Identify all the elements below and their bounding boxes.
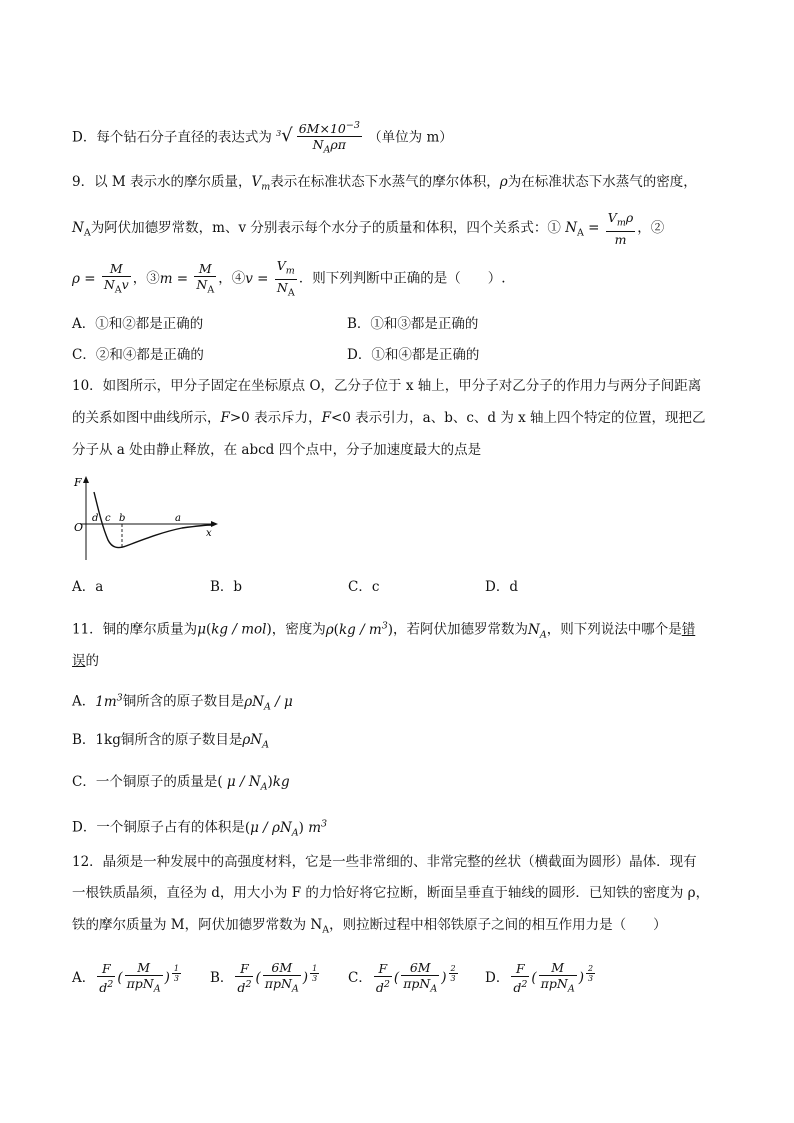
q11-rho: $\rho(kg / m^3)$ bbox=[325, 620, 394, 638]
na-symbol: $N_A$ bbox=[72, 219, 91, 239]
q11-option-d: D．一个铜原子占有的体积是$(\mu / \rho N_A)$ $m^3$ bbox=[72, 818, 328, 839]
q11-option-c: C．一个铜原子的质量是( μ / $N_A)kg$ bbox=[72, 774, 290, 793]
q12-option-a: A． $\frac{F}{d^2}$ ( $\frac{M}{\pi pN_A}$ ) $^{\frac{1}{3}}$ bbox=[72, 960, 179, 996]
q11-na: $N_A$ bbox=[528, 621, 547, 641]
q9-formula-3: m = $\frac{M}{N_A}$ bbox=[159, 260, 215, 296]
q9-option-d: D．①和④都是正确的 bbox=[347, 347, 480, 363]
q12-option-b-label: B． bbox=[210, 969, 234, 986]
q12-line-3: 铁的摩尔质量为 M，阿伏加德罗常数为 $N_A$，则拉断过程中相邻铁原子之间的相互作用力是（ ） bbox=[72, 917, 667, 936]
label-x: x bbox=[206, 528, 212, 539]
q10-text-2c: <0 表示引力，a、b、c、d 为 x 轴上四个特定的位置，现把乙 bbox=[330, 410, 706, 426]
q11-option-a-text: 铜所含的原子数目是 bbox=[122, 693, 245, 710]
q9-line-1 bbox=[72, 172, 697, 198]
q11-option-d-text: D．一个铜原子占有的体积是 bbox=[72, 819, 245, 836]
q10-option-a: A．a bbox=[72, 579, 104, 595]
q10-option-c: C．c bbox=[348, 579, 380, 595]
q9-text-2end: ，② bbox=[637, 219, 665, 236]
q10-option-d: D．d bbox=[485, 579, 518, 595]
q10-line-3: 分子从 a 处由静止释放，在 abcd 四个点中，分子加速度最大的点是 bbox=[72, 442, 482, 458]
q12-text-3b: ，则拉断过程中相邻铁原子之间的相互作用力是（ ） bbox=[329, 917, 667, 933]
f-symbol-2: F bbox=[321, 410, 331, 426]
q12-option-d-label: D． bbox=[485, 969, 510, 986]
q12-option-c: C． $\frac{F}{d^2}$ ( $\frac{6M}{\pi pN_A}$ ) $^{\frac{2}{3}}$ bbox=[348, 960, 456, 996]
label-d: d bbox=[92, 513, 99, 524]
q12-option-b: B． $\frac{F}{d^2}$ ( $\frac{6M}{\pi pN_A}$ ) $^{\frac{1}{3}}$ bbox=[210, 960, 318, 996]
q9-line-2 bbox=[72, 210, 664, 247]
q9-formula-1: $N_A$ = $\frac{V_m\rho}{m}$ bbox=[565, 210, 634, 247]
q11-text-2: 误 bbox=[72, 653, 86, 669]
q12-text-3: 铁的摩尔质量为 M，阿伏加德罗常数为 N bbox=[72, 917, 323, 933]
q9-line-3: ρ = $\frac{M}{N_Av}$ ，③m = $\frac{M}{N_A}$ ，④v = $\frac{V_m}{N_A}$ ．则下列判断中正确的是（ ）. bbox=[72, 258, 506, 298]
q12-option-a-label: A． bbox=[72, 969, 96, 986]
q11-line-2 bbox=[72, 651, 99, 671]
q9-formula-2: ρ = $\frac{M}{N_Av}$ bbox=[72, 260, 129, 296]
q11-text-1b: ，密度为 bbox=[271, 621, 326, 638]
q11-option-a: A．$1m^3$铜所含的原子数目是$\rho N_A$ / μ bbox=[72, 692, 293, 713]
q9-option-a: A．①和②都是正确的 bbox=[72, 316, 204, 332]
q11-option-b-text: 铜所含的原子数目是 bbox=[120, 732, 243, 748]
f-symbol: F bbox=[220, 410, 230, 426]
q11-line-1 bbox=[72, 616, 695, 645]
x-axis-arrow bbox=[211, 521, 218, 527]
q9-text-1c: 为在标准状态下水蒸气的密度， bbox=[507, 174, 697, 190]
rho-symbol: ρ bbox=[499, 174, 508, 190]
q8-unit: （单位为 m） bbox=[368, 129, 453, 146]
q10-text-2a: 的关系如图中曲线所示， bbox=[72, 410, 221, 426]
q9-option-c: C．②和④都是正确的 bbox=[72, 347, 204, 363]
force-curve bbox=[94, 492, 212, 548]
q12-line-1: 12．晶须是一种发展中的高强度材料，它是一些非常细的、非常完整的丝状（横截面为圆形）晶体．现有 bbox=[72, 854, 697, 870]
force-distance-graph bbox=[72, 474, 222, 562]
q9-text-3end: ．则下列判断中正确的是（ ）. bbox=[298, 270, 506, 287]
q11-text-1a: 11．铜的摩尔质量为 bbox=[72, 621, 198, 638]
q10-line-1: 10．如图所示，甲分子固定在坐标原点 O，乙分子位于 x 轴上，甲分子对乙分子的作用力与两分子间距离 bbox=[72, 378, 702, 394]
q12-option-d: D． $\frac{F}{d^2}$ ( $\frac{M}{\pi pN_A}$ ) $^{\frac{2}{3}}$ bbox=[485, 960, 594, 996]
label-f: F bbox=[74, 476, 82, 489]
label-b: b bbox=[119, 513, 126, 524]
q11-option-c-text: C．一个铜原子的质量是 bbox=[72, 774, 218, 790]
q11-text-2b: 的 bbox=[85, 653, 99, 669]
q9-text-2: 为阿伏加德罗常数，m、v 分别表示每个水分子的质量和体积，四个关系式：① bbox=[90, 219, 561, 236]
q12-line-2: 一根铁质晶须，直径为 d，用大小为 F 的力恰好将它拉断，断面呈垂直于轴线的圆形．已知铁的密度为 ρ， bbox=[72, 885, 710, 901]
q9-text-1: 9．以 M 表示水的摩尔质量， bbox=[72, 174, 252, 190]
q11-text-1c: ，若阿伏加德罗常数为 bbox=[393, 621, 529, 638]
q10-option-b: B．b bbox=[210, 579, 243, 595]
q10-line-2 bbox=[72, 408, 706, 428]
q11-mu: μ(kg / mol) bbox=[197, 621, 272, 638]
label-c: c bbox=[105, 513, 111, 524]
q12-option-c-label: C． bbox=[348, 969, 372, 986]
q11-option-b: B．1kg铜所含的原子数目是$\rho N_A$ bbox=[72, 732, 269, 751]
q9-text-1b: 表示在标准状态下水蒸气的摩尔体积， bbox=[270, 174, 500, 190]
vm-symbol: $V_m$ bbox=[251, 174, 271, 193]
label-a: a bbox=[175, 513, 181, 524]
q8-option-d-text: D．每个钻石分子直径的表达式为 bbox=[72, 129, 272, 146]
q11-text-1e: 错 bbox=[681, 621, 696, 638]
label-o: O bbox=[74, 521, 84, 534]
q10-text-2b: >0 表示斥力， bbox=[229, 410, 322, 426]
q8-formula: $^3$√ $\frac{6M\times 10^{-3}}{N_A\rho\pi}$ bbox=[276, 120, 360, 156]
q11-text-1d: ，则下列说法中哪个是 bbox=[546, 621, 682, 638]
q9-option-b: B．①和③都是正确的 bbox=[347, 316, 479, 332]
q9-formula-4: v = $\frac{V_m}{N_A}$ bbox=[245, 258, 295, 298]
f-axis-arrow bbox=[83, 476, 89, 483]
q8-option-d bbox=[72, 118, 453, 158]
